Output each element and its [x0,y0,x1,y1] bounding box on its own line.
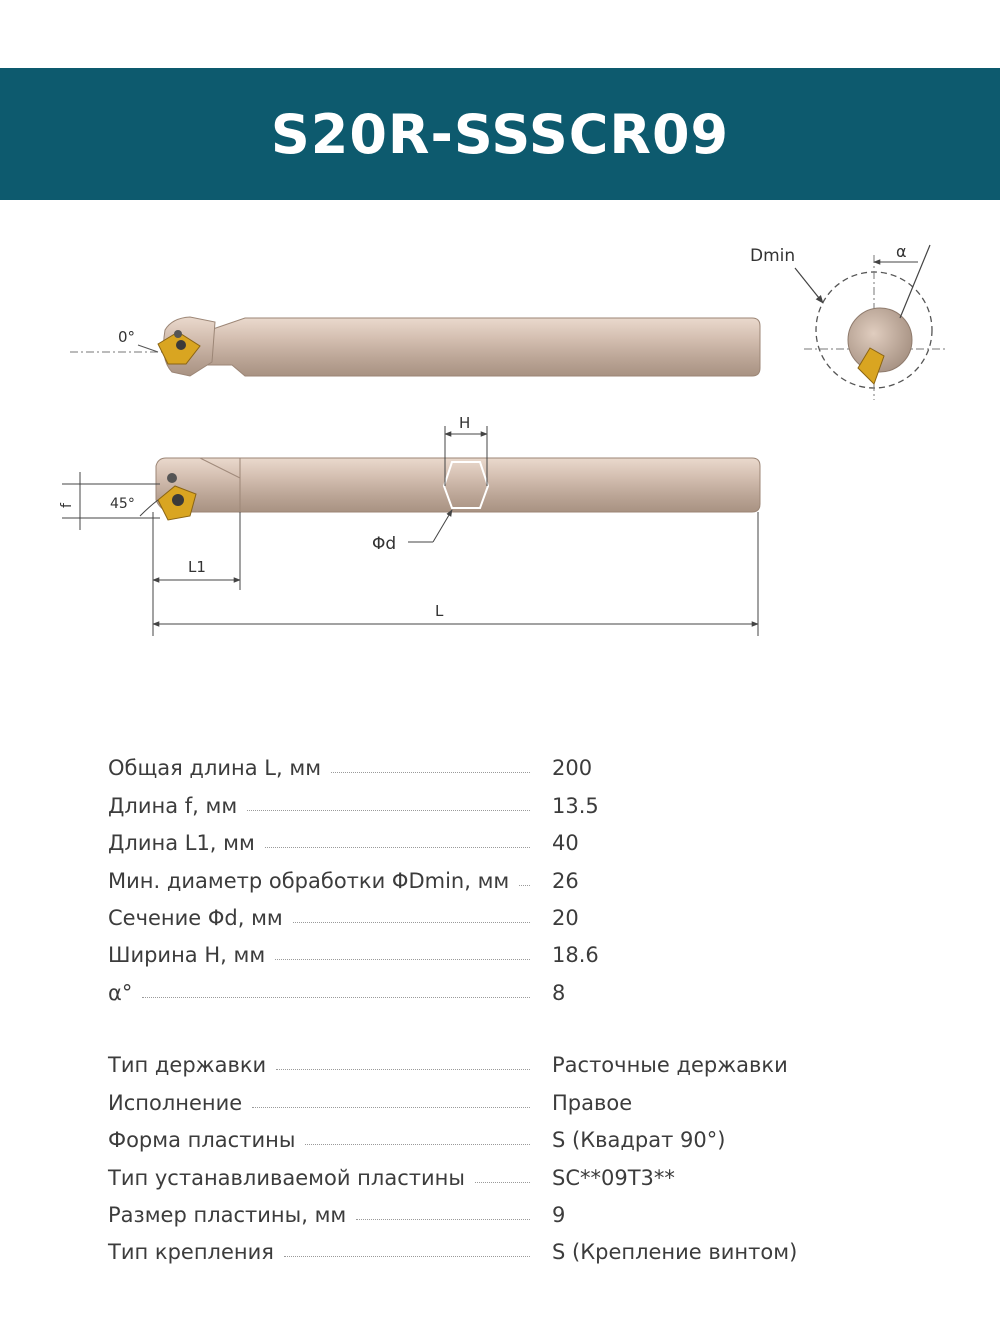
spec-label: Общая длина L, мм [108,756,322,781]
spec-value: Правое [552,1090,633,1115]
spec-value: SC**09T3** [552,1165,675,1190]
spec-value: 40 [552,831,579,856]
spec-label: Мин. диаметр обработки ΦDmin, мм [108,868,510,893]
spec-label: Тип устанавливаемой пластины [108,1165,465,1190]
tool-side-view [59,414,760,636]
tool-top-view [70,317,760,376]
spec-value: 26 [552,868,579,893]
spec-value: S (Квадрат 90°) [552,1128,726,1153]
spec-row [108,930,868,967]
spec-row [108,1115,868,1152]
spec-value: 18.6 [552,943,599,968]
zero-degree-label: 0° [118,328,136,346]
spec-row [108,1040,868,1077]
h-label: H [459,414,471,432]
spec-row [108,743,868,780]
spec-label: Форма пластины [108,1128,296,1153]
spec-row [108,780,868,817]
spec-row [108,855,868,892]
spec-label: Тип державки [108,1053,267,1078]
alpha-label: α [896,242,907,261]
spec-value: 200 [552,756,593,781]
spec-value: 8 [552,980,566,1005]
spec-label: Тип крепления [108,1240,274,1265]
spec-label: Ширина H, мм [108,943,266,968]
spec-value: 9 [552,1202,566,1227]
product-title: S20R-SSSCR09 [270,102,730,166]
spec-row [108,1227,868,1264]
spec-label: Исполнение [108,1090,243,1115]
spec-label: Длина f, мм [108,793,238,818]
spec-value: Расточные державки [552,1053,788,1078]
spec-row [108,967,868,1004]
title-banner [0,68,1000,200]
spec-label: Длина L1, мм [108,831,255,856]
l-label: L [435,602,444,620]
properties-table [108,1040,868,1264]
spec-row [108,1077,868,1114]
spec-label: Размер пластины, мм [108,1202,347,1227]
forty-five-label: 45° [110,496,135,512]
dmin-label: Dmin [750,246,796,266]
dimensions-table [108,743,868,1005]
l1-label: L1 [188,558,206,576]
end-view [750,242,946,400]
spec-label: Сечение Φd, мм [108,905,283,930]
spec-value: 20 [552,905,579,930]
spec-label: α° [108,980,133,1005]
technical-drawing [0,200,1000,680]
spec-value: 13.5 [552,793,599,818]
spec-row [108,893,868,930]
spec-row [108,1190,868,1227]
spec-row [108,1152,868,1189]
f-label: f [59,503,75,508]
phi-d-label: Φd [372,534,397,554]
spec-row [108,818,868,855]
spec-value: S (Крепление винтом) [552,1240,798,1265]
